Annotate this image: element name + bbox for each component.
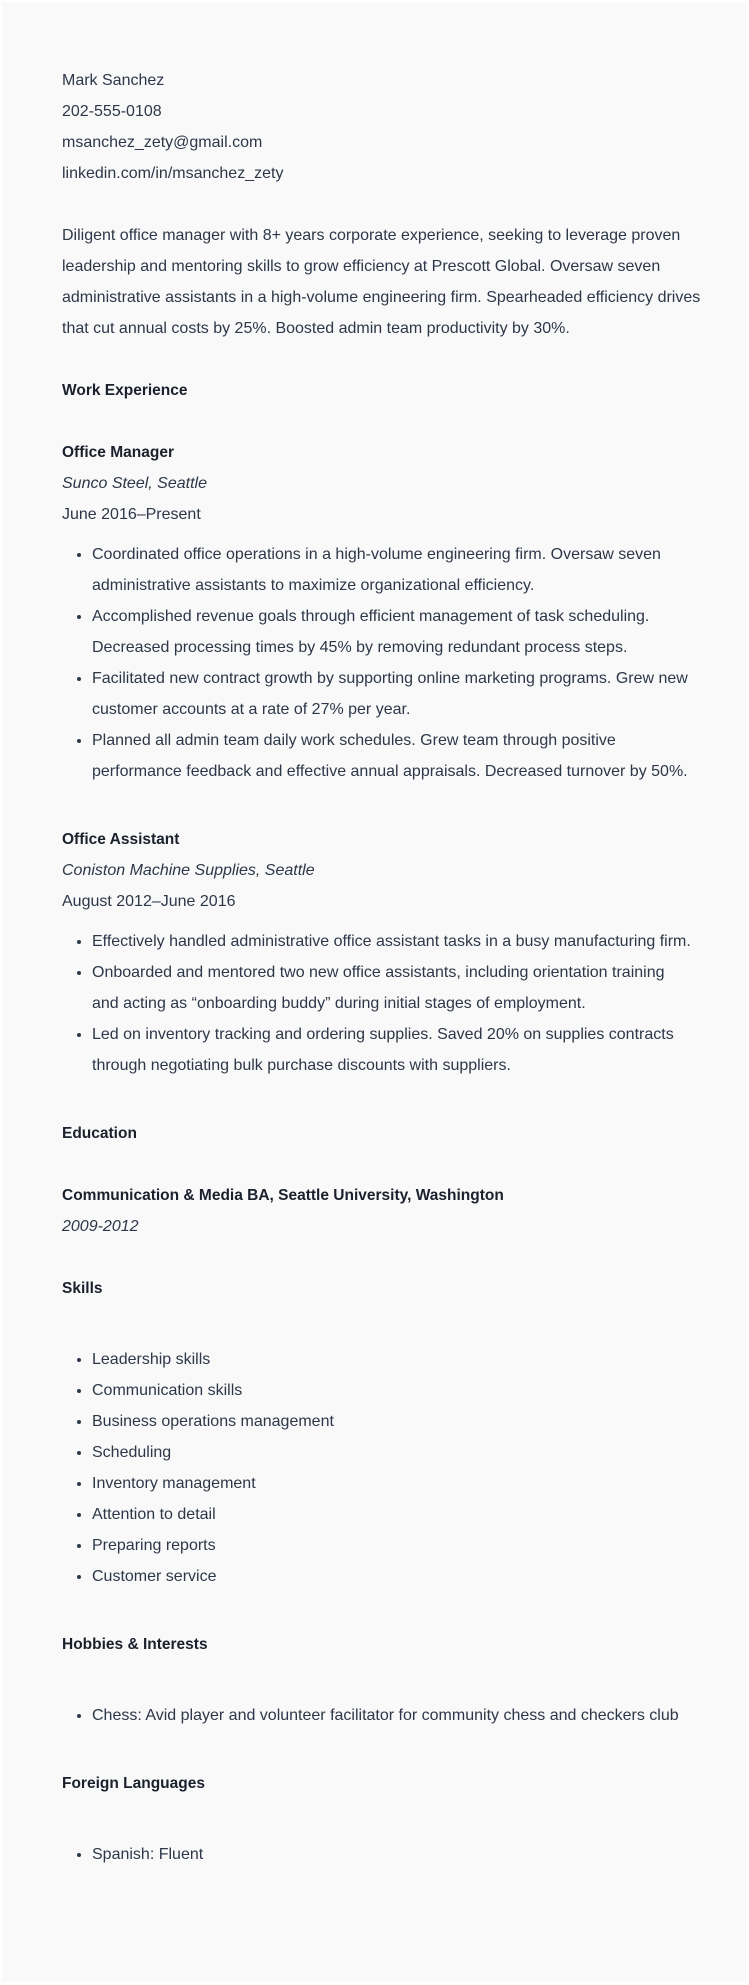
skill-item: • Leadership skills: [92, 1344, 712, 1375]
hobbies-list: [62, 1700, 746, 1731]
education-entry: [62, 1180, 746, 1242]
job-company: Coniston Machine Supplies, Seattle: [62, 862, 315, 879]
contact-name: Mark Sanchez: [62, 72, 165, 89]
job-bullet: • Planned all admin team daily work schedules. Grew team through positive performance feedback and effective annual appraisals. Decreased turnover by 50%.: [92, 725, 692, 787]
hobbies-heading: Hobbies & Interests: [62, 1636, 208, 1653]
work-experience-heading: Work Experience: [62, 382, 188, 399]
skill-item: • Customer service: [92, 1561, 712, 1592]
contact-phone: 202-555-0108: [62, 103, 162, 120]
job-bullets: [62, 539, 746, 787]
job-bullet: • Accomplished revenue goals through efficient management of task scheduling. Decreased processing times by 45% by removing redundant process steps.: [92, 601, 692, 663]
hobby-item: • Chess: Avid player and volunteer facilitator for community chess and checkers club: [92, 1700, 712, 1731]
skill-item: • Scheduling: [92, 1437, 712, 1468]
job-bullet: • Onboarded and mentored two new office assistants, including orientation training and acting as “onboarding buddy” during initial stages of employment.: [92, 957, 692, 1019]
job-title: Office Assistant: [62, 831, 180, 848]
skill-item: • Attention to detail: [92, 1499, 712, 1530]
education-heading: Education: [62, 1125, 137, 1142]
job-bullet: • Coordinated office operations in a high-volume engineering firm. Oversaw seven administrative assistants to maximize organizational efficiency.: [92, 539, 692, 601]
job-title: Office Manager: [62, 444, 174, 461]
job-entry: [62, 437, 746, 787]
resume-page: [2, 2, 746, 1982]
skill-item: • Communication skills: [92, 1375, 712, 1406]
contact-linkedin: linkedin.com/in/msanchez_zety: [62, 165, 284, 182]
summary-paragraph: Diligent office manager with 8+ years corporate experience, seeking to leverage proven leadership and mentoring skills to grow efficiency at Prescott Global. Oversaw seven administrative assistants in a high-volume engineering firm. Spearheaded efficiency drives that cut annual costs by 25%. Boosted admin team productivity by 30%.: [62, 227, 701, 337]
job-bullets: [62, 926, 746, 1081]
skill-item: • Business operations management: [92, 1406, 712, 1437]
languages-heading: Foreign Languages: [62, 1775, 205, 1792]
education-years: 2009-2012: [62, 1218, 139, 1235]
skill-item: • Inventory management: [92, 1468, 712, 1499]
job-company: Sunco Steel, Seattle: [62, 475, 207, 492]
job-dates: August 2012–June 2016: [62, 893, 236, 910]
education-degree: Communication & Media BA, Seattle University, Washington: [62, 1187, 504, 1204]
job-bullet: • Facilitated new contract growth by supporting online marketing programs. Grew new customer accounts at a rate of 27% per year.: [92, 663, 692, 725]
contact-block: [62, 65, 746, 189]
contact-email: msanchez_zety@gmail.com: [62, 134, 263, 151]
skill-item: • Preparing reports: [92, 1530, 712, 1561]
job-bullet: • Led on inventory tracking and ordering supplies. Saved 20% on supplies contracts through negotiating bulk purchase discounts with suppliers.: [92, 1019, 692, 1081]
job-entry: [62, 824, 746, 1081]
skills-heading: Skills: [62, 1280, 103, 1297]
language-item: • Spanish: Fluent: [92, 1839, 712, 1870]
skills-list: [62, 1344, 746, 1592]
job-bullet: • Effectively handled administrative office assistant tasks in a busy manufacturing firm.: [92, 926, 692, 957]
job-dates: June 2016–Present: [62, 506, 201, 523]
languages-list: [62, 1839, 746, 1870]
